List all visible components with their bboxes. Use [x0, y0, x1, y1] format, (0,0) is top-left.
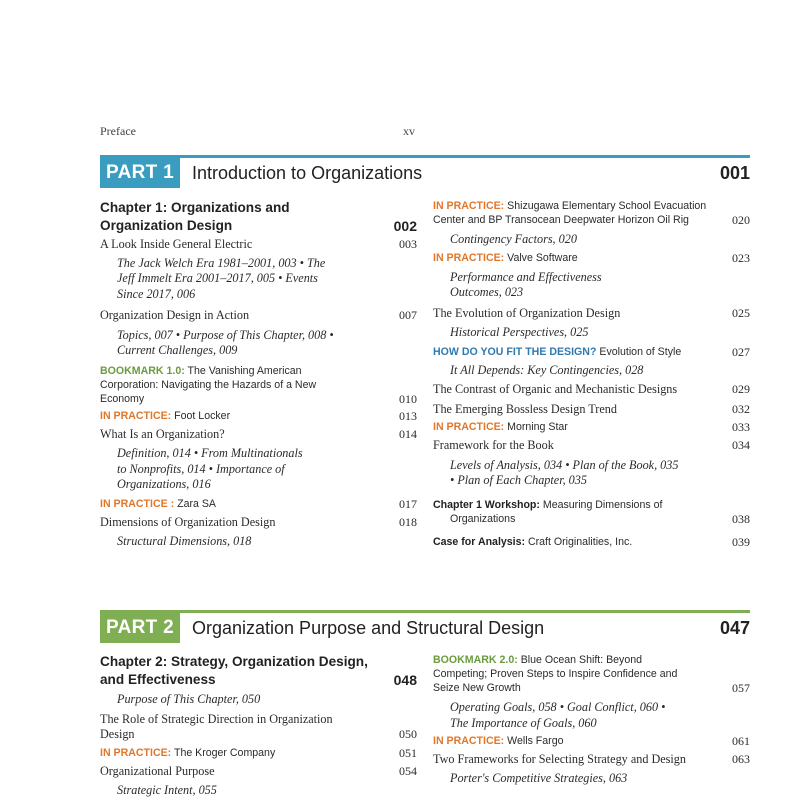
toc-entry: [433, 382, 750, 398]
toc-entry: [100, 712, 417, 743]
page-number: 063: [732, 752, 750, 766]
entry-text: Morning Star: [504, 421, 568, 433]
toc-entry: [433, 752, 750, 768]
toc-entry: [100, 427, 417, 443]
entry-text: A Look Inside General Electric: [100, 237, 253, 251]
toc-entry: [100, 364, 417, 406]
entry-text: The Role of Strategic Direction in Organization: [100, 711, 333, 726]
toc-entry: [433, 438, 750, 454]
workshop-label: Chapter 1 Workshop:: [433, 498, 540, 511]
toc-entry: [433, 251, 750, 265]
subentry-line: Current Challenges, 009: [117, 343, 238, 357]
toc-subentries: [100, 446, 417, 493]
running-header-page: xv: [403, 124, 415, 138]
toc-entry: [100, 746, 417, 760]
entry-text: Blue Ocean Shift: Beyond: [517, 654, 643, 666]
page-number: 003: [399, 237, 417, 251]
toc-subentry: [433, 363, 750, 379]
entry-text: Seize New Growth: [433, 682, 521, 694]
part-1-page: 001: [719, 163, 750, 183]
subentry-line: Levels of Analysis, 034 • Plan of the Book, 035: [450, 457, 679, 472]
toc-subentry: [433, 325, 750, 341]
subentry-line: It All Depends: Key Contingencies, 028: [450, 362, 644, 377]
in-practice-label: IN PRACTICE:: [433, 735, 505, 747]
in-practice-label: IN PRACTICE:: [100, 746, 172, 759]
page-number: 050: [399, 727, 417, 741]
subentry-line: Jeff Immelt Era 2001–2017, 005 • Events: [117, 271, 318, 285]
in-practice-label: IN PRACTICE:: [433, 200, 505, 212]
page-number: 032: [732, 401, 750, 416]
subentry-line: Historical Perspectives, 025: [450, 325, 589, 339]
page-number: 020: [732, 213, 750, 227]
toc-entry: [433, 402, 750, 418]
toc-entry: [433, 498, 750, 526]
entry-text: The Evolution of Organization Design: [433, 305, 621, 320]
chapter-title-line: and Effectiveness: [100, 672, 216, 687]
in-practice-label: IN PRACTICE:: [100, 409, 172, 422]
toc-entry: [100, 497, 417, 511]
entry-text: Organizations: [450, 512, 516, 525]
toc-entry: [433, 199, 750, 227]
entry-text: Organization Design in Action: [100, 308, 250, 322]
part-1-left-column: [100, 199, 417, 550]
part-2-page: 047: [719, 618, 750, 638]
toc-subentries: [100, 328, 417, 359]
chapter-title-line: Organization Design: [100, 218, 233, 233]
entry-text: The Contrast of Organic and Mechanistic Designs: [433, 382, 678, 396]
entry-text: Evolution of Style: [596, 345, 682, 358]
part-1-label: PART 1: [100, 158, 180, 188]
page-number: 034: [732, 438, 750, 452]
entry-text: Foot Locker: [171, 409, 231, 422]
chapter-title-line: Chapter 1: Organizations and: [100, 200, 290, 215]
page-number: 023: [732, 250, 750, 265]
in-practice-label: IN PRACTICE:: [433, 421, 505, 433]
entry-text: Measuring Dimensions of: [539, 498, 663, 511]
subentry-line: Strategic Intent, 055: [117, 783, 217, 797]
toc-entry: [100, 308, 417, 324]
part-2-header: [100, 610, 750, 643]
entry-text: Craft Originalities, Inc.: [525, 535, 633, 548]
toc-subentry: [433, 232, 750, 248]
entry-text: The Kroger Company: [171, 746, 276, 759]
entry-text: What Is an Organization?: [100, 426, 225, 441]
bookmark-label: BOOKMARK 2.0:: [433, 654, 518, 666]
toc-entry: [433, 306, 750, 322]
running-header-left: Preface: [100, 124, 136, 138]
subentry-line: to Nonprofits, 014 • Importance of: [117, 461, 285, 476]
page-number: 010: [399, 391, 417, 406]
subentry-line: Organizations, 016: [117, 477, 211, 491]
entry-text: Economy: [100, 392, 145, 405]
toc-subentries: [433, 270, 750, 301]
subentry-line: Structural Dimensions, 018: [117, 534, 252, 548]
toc-entry: [100, 199, 417, 235]
part-2-title: Organization Purpose and Structural Design: [192, 618, 545, 638]
toc-entry: [433, 345, 750, 359]
page-number: 033: [732, 420, 750, 434]
subentry-line: Definition, 014 • From Multinationals: [117, 446, 303, 460]
entry-text: Center and BP Transocean Deepwater Horizon Oil Rig: [433, 214, 689, 226]
page-number: 038: [732, 511, 750, 526]
in-practice-label: IN PRACTICE:: [433, 251, 505, 264]
page-number: 051: [399, 745, 417, 760]
bookmark-label: BOOKMARK 1.0:: [100, 364, 185, 377]
part-1-right-column: [433, 199, 750, 549]
page-number: 061: [732, 734, 750, 748]
page-number: 013: [399, 408, 417, 423]
page-number: 014: [399, 426, 417, 441]
part-2-left-column: [100, 653, 417, 799]
subentry-line: • Plan of Each Chapter, 035: [450, 473, 587, 487]
entry-text: The Emerging Bossless Design Trend: [433, 401, 617, 416]
subentry-line: Topics, 007 • Purpose of This Chapter, 008 •: [117, 327, 334, 342]
part-1-title: Introduction to Organizations: [192, 163, 423, 183]
page-number: 025: [732, 305, 750, 320]
page-number: 027: [732, 344, 750, 359]
page-number: 054: [399, 763, 417, 778]
toc-subentry: [100, 534, 417, 550]
subentry-line: Operating Goals, 058 • Goal Conflict, 060 •: [450, 700, 666, 714]
toc-subentry: [100, 692, 417, 708]
subentry-line: Purpose of This Chapter, 050: [117, 692, 261, 706]
in-practice-label: IN PRACTICE :: [100, 497, 175, 510]
toc-entry: [433, 535, 750, 549]
page-number: 007: [399, 308, 417, 322]
toc-entry: [433, 734, 750, 748]
entry-text: Design: [100, 727, 135, 741]
page-number: 039: [732, 534, 750, 549]
toc-entry: [100, 409, 417, 423]
toc-entry: [100, 764, 417, 780]
entry-text: The Vanishing American: [184, 364, 302, 377]
toc-entry: [100, 237, 417, 253]
subentry-line: Porter's Competitive Strategies, 063: [450, 770, 628, 785]
toc-subentries: [433, 700, 750, 731]
fit-design-label: HOW DO YOU FIT THE DESIGN?: [433, 345, 597, 358]
case-label: Case for Analysis:: [433, 535, 526, 548]
part-2-right-column: [433, 653, 750, 786]
entry-text: Framework for the Book: [433, 438, 554, 452]
entry-text: Corporation: Navigating the Hazards of a New: [100, 378, 317, 391]
entry-text: Organizational Purpose: [100, 763, 215, 778]
entry-text: Valve Software: [504, 251, 578, 264]
page-number: 017: [399, 496, 417, 511]
entry-text: Wells Fargo: [504, 735, 564, 747]
page-number: 048: [393, 672, 417, 688]
toc-entry: [100, 653, 417, 689]
toc-entry: [433, 420, 750, 434]
part-2-label: PART 2: [100, 613, 180, 643]
entry-text: Two Frameworks for Selecting Strategy and Design: [433, 752, 686, 766]
page-number: 057: [732, 681, 750, 695]
subentry-line: Since 2017, 006: [117, 286, 196, 301]
entry-text: Dimensions of Organization Design: [100, 514, 276, 529]
subentry-line: Performance and Effectiveness: [450, 269, 602, 284]
entry-text: Competing; Proven Steps to Inspire Confidence and: [433, 668, 678, 680]
entry-text: Zara SA: [174, 497, 216, 510]
toc-subentry: [100, 783, 417, 799]
part-1-header: [100, 155, 750, 188]
toc-subentries: [100, 256, 417, 303]
subentry-line: The Importance of Goals, 060: [450, 715, 597, 730]
subentry-line: Contingency Factors, 020: [450, 232, 577, 246]
page-number: 029: [732, 382, 750, 396]
toc-subentries: [433, 458, 750, 489]
subentry-line: Outcomes, 023: [450, 285, 524, 299]
toc-entry: [433, 653, 750, 695]
chapter-title-line: Chapter 2: Strategy, Organization Design,: [100, 654, 368, 669]
entry-text: Shizugawa Elementary School Evacuation: [504, 200, 707, 212]
page-number: 002: [393, 218, 417, 234]
page-number: 018: [399, 514, 417, 529]
toc-subentry: [433, 771, 750, 787]
subentry-line: The Jack Welch Era 1981–2001, 003 • The: [117, 255, 326, 270]
toc-entry: [100, 515, 417, 531]
